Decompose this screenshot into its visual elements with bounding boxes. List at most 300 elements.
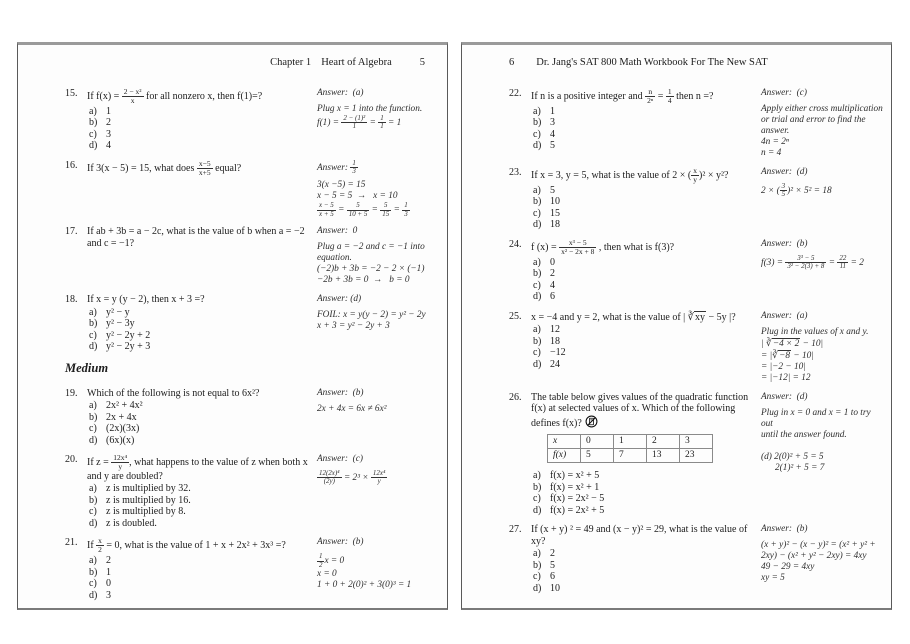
fraction: $\frac{1}{2}$ bbox=[319, 552, 323, 569]
question-main bbox=[509, 239, 757, 303]
option-text: 18 bbox=[550, 219, 560, 231]
option-text: 6 bbox=[550, 291, 555, 302]
question-block-25 bbox=[509, 311, 883, 384]
explanation-line: Plug in x = 0 and x = 1 to try out bbox=[761, 407, 873, 429]
option-a bbox=[65, 106, 313, 118]
table-cell: 2 bbox=[647, 435, 680, 449]
option-c bbox=[65, 129, 313, 141]
option-letter: a) bbox=[89, 483, 97, 495]
option-a bbox=[509, 324, 757, 336]
question-block-27 bbox=[509, 524, 883, 594]
option-a bbox=[509, 470, 757, 482]
question-number: 27. bbox=[509, 524, 522, 535]
answer-column bbox=[761, 524, 883, 594]
option-text: 10 bbox=[550, 582, 560, 594]
option-letter: a) bbox=[533, 470, 541, 481]
option-text: 3 bbox=[550, 117, 555, 129]
fraction: $\frac{1}{3}$ bbox=[352, 158, 356, 176]
option-letter: a) bbox=[533, 548, 541, 559]
option-text: 15 bbox=[550, 207, 560, 219]
question-number: 20. bbox=[65, 454, 78, 465]
question-main bbox=[509, 392, 757, 517]
explanation-line: until the answer found. bbox=[761, 429, 847, 440]
option-letter: c) bbox=[533, 493, 541, 504]
fraction: $\frac{\text{x³ − 5}}{\text{x² − 2x + 8}}$ bbox=[561, 237, 595, 256]
answer-label: Answer: $\frac{1}{3}$ bbox=[317, 158, 356, 176]
option-text: f(x) = 2x² + 5 bbox=[550, 504, 605, 516]
option-c bbox=[65, 423, 313, 435]
explanation-line: x + 3 = y² − 2y + 3 bbox=[317, 321, 390, 331]
option-text: f(x) = x² + 1 bbox=[550, 481, 600, 493]
question-head bbox=[509, 239, 757, 256]
option-text: f(x) = 2x² − 5 bbox=[550, 493, 605, 504]
question-main bbox=[509, 88, 757, 159]
question-block-23 bbox=[509, 167, 883, 231]
option-c bbox=[65, 578, 313, 590]
option-c bbox=[509, 347, 757, 359]
options-list bbox=[509, 185, 757, 231]
question-number: 18. bbox=[65, 294, 78, 305]
option-b bbox=[65, 567, 313, 579]
option-text: 2 bbox=[106, 117, 111, 129]
question-head bbox=[509, 311, 757, 324]
question-number: 17. bbox=[65, 226, 78, 237]
question-text: If x = 3, y = 5, what is the value of 2 × ( $\frac{x}{y}$ )² × y²? bbox=[531, 166, 729, 184]
option-letter: a) bbox=[533, 324, 541, 335]
table-cell: 7 bbox=[614, 449, 647, 463]
header-page-number: 5 bbox=[419, 57, 425, 68]
answer-label: Answer: (b) bbox=[317, 537, 364, 548]
question-number: 23. bbox=[509, 167, 522, 178]
option-text: 0 bbox=[550, 256, 555, 268]
option-text: 2 bbox=[550, 548, 555, 559]
option-letter: a) bbox=[533, 105, 541, 117]
fraction: $\frac{1}{4}$ bbox=[667, 87, 672, 105]
fraction: $\frac{3}{5}$ bbox=[781, 182, 786, 199]
option-text: 3 bbox=[106, 128, 111, 140]
option-a bbox=[509, 106, 757, 118]
option-d bbox=[509, 505, 757, 517]
option-letter: d) bbox=[89, 589, 98, 601]
question-head bbox=[65, 537, 313, 554]
question-number: 22. bbox=[509, 88, 522, 99]
answer-column bbox=[317, 226, 439, 286]
explanation-line: = |∛−8 − 10| bbox=[761, 350, 814, 361]
question-number: 15. bbox=[65, 88, 78, 99]
fraction: $\frac{\text{3³ − 5}}{\text{3² − 2(3) + 8}}$ bbox=[787, 253, 825, 271]
table-cell: f(x) bbox=[548, 449, 581, 463]
option-letter: c) bbox=[89, 329, 97, 341]
page-left-header bbox=[65, 57, 439, 68]
option-letter: b) bbox=[89, 117, 98, 129]
answer-column bbox=[317, 454, 439, 529]
no-calculator-icon bbox=[585, 415, 598, 428]
question-block-21 bbox=[65, 537, 439, 601]
question-block-24 bbox=[509, 239, 883, 303]
table-row bbox=[548, 435, 713, 449]
answer-label: Answer: (b) bbox=[761, 238, 808, 249]
option-letter: b) bbox=[533, 481, 542, 493]
fraction: $\frac{\text{2 − (1)²}}{1}$ bbox=[343, 114, 366, 131]
explanation-line: xy = 5 bbox=[761, 573, 785, 583]
table-cell: 13 bbox=[647, 449, 680, 463]
option-a bbox=[509, 548, 757, 560]
radicand: −4 × 2 bbox=[772, 338, 800, 349]
header-title: Heart of Algebra bbox=[321, 57, 392, 68]
question-block-26 bbox=[509, 392, 883, 517]
options-list bbox=[65, 400, 313, 446]
explanation-line: 2x + 4x = 6x ≠ 6x² bbox=[317, 403, 387, 414]
answer-column bbox=[761, 239, 883, 303]
option-letter: d) bbox=[89, 140, 98, 152]
option-text: 2x² + 4x² bbox=[106, 400, 143, 411]
option-text: 1 bbox=[106, 105, 111, 117]
question-number: 25. bbox=[509, 310, 522, 322]
option-letter: b) bbox=[533, 559, 542, 571]
options-list bbox=[509, 106, 757, 152]
option-letter: a) bbox=[89, 555, 97, 566]
options-list bbox=[65, 555, 313, 601]
fraction: $\frac{\text{12x⁴}}{y}$ bbox=[113, 453, 128, 471]
fraction: $\frac{n}{\text{2ⁿ}}$ bbox=[647, 87, 654, 105]
question-main bbox=[65, 454, 313, 529]
question-text: If ab + 3b = a − 2c, what is the value of b when a = −2 and c = −1? bbox=[87, 226, 305, 249]
option-letter: b) bbox=[533, 268, 542, 279]
answer-column bbox=[761, 167, 883, 231]
question-number: 26. bbox=[509, 391, 522, 403]
explanation-line: −2b + 3b = 0 → b = 0 bbox=[317, 275, 410, 285]
question-main bbox=[65, 160, 313, 218]
option-b bbox=[65, 412, 313, 424]
explanation-line: n = 4 bbox=[761, 148, 782, 158]
fraction: $\frac{1}{3}$ bbox=[404, 201, 408, 218]
option-d bbox=[65, 435, 313, 447]
option-c bbox=[509, 280, 757, 292]
question-block-16 bbox=[65, 160, 439, 218]
options-list bbox=[509, 548, 757, 594]
question-number: 21. bbox=[65, 537, 78, 549]
answer-column bbox=[317, 160, 439, 218]
option-a bbox=[65, 555, 313, 567]
explanation-line: (x + y)² − (x − y)² = (x² + y² + bbox=[761, 540, 876, 550]
question-main bbox=[509, 311, 757, 384]
answer-label: Answer: (d) bbox=[317, 294, 362, 304]
option-c bbox=[509, 493, 757, 505]
answer-label: Answer: (d) bbox=[761, 391, 808, 402]
option-a bbox=[509, 185, 757, 197]
answer-label: Answer: (b) bbox=[761, 524, 808, 534]
section-heading: Medium bbox=[65, 360, 109, 375]
table-cell: 0 bbox=[581, 435, 614, 449]
question-block-17 bbox=[65, 226, 439, 286]
option-letter: c) bbox=[533, 128, 541, 140]
table-cell: 1 bbox=[614, 435, 647, 449]
fraction: $\frac{\text{12(2x)⁴}}{(2y)}$ bbox=[319, 469, 340, 486]
explanation-line: (−2)b + 3b = −2 − 2 × (−1) bbox=[317, 264, 425, 274]
explanation-line: Apply either cross multiplication bbox=[761, 104, 883, 114]
option-c bbox=[509, 208, 757, 220]
explanation-line: | ∛−4 × 2 − 10| bbox=[761, 338, 824, 349]
explanation-line: answer. bbox=[761, 126, 790, 136]
option-text: 0 bbox=[106, 578, 111, 589]
explanation-line: = |−2 − 10| bbox=[761, 361, 806, 372]
option-letter: b) bbox=[89, 318, 98, 329]
option-letter: d) bbox=[533, 140, 542, 152]
explanation-line: x − 5 = 5 → x = 10 bbox=[317, 191, 398, 202]
table-cell: 5 bbox=[581, 449, 614, 463]
explanation-line bbox=[761, 441, 883, 452]
option-d bbox=[509, 219, 757, 231]
option-letter: d) bbox=[533, 291, 542, 302]
question-text: x = −4 and y = 2, what is the value of | ∛xy − 5y |? bbox=[531, 311, 736, 323]
option-text: 2 bbox=[550, 268, 555, 279]
question-head bbox=[509, 524, 757, 547]
option-d bbox=[509, 583, 757, 595]
question-text: If 3(x − 5) = 15, what does $\frac{x-5}{x+5}$ equal? bbox=[87, 158, 242, 177]
option-text: 4 bbox=[106, 140, 111, 152]
fraction: $\frac{\text{12x⁴}}{y}$ bbox=[372, 469, 386, 486]
option-c bbox=[65, 506, 313, 518]
question-text: The table below gives values of the quadratic function f(x) at selected values of x. Which of the following defines f(x)? bbox=[531, 391, 749, 429]
option-text: 1 bbox=[106, 566, 111, 578]
explanation-line: = |−12| = 12 bbox=[761, 372, 811, 383]
question-block-18 bbox=[65, 294, 439, 353]
header-chapter: Chapter 1 bbox=[270, 57, 312, 68]
fraction: $\frac{x - 5}{x + 5}$ bbox=[319, 201, 334, 218]
option-letter: a) bbox=[533, 256, 541, 268]
options-list bbox=[65, 483, 313, 529]
answer-label: Answer: (c) bbox=[317, 454, 363, 464]
option-text: 4 bbox=[550, 279, 555, 291]
answer-column bbox=[317, 388, 439, 447]
option-b bbox=[509, 268, 757, 280]
option-letter: c) bbox=[89, 128, 97, 140]
option-text: y² − 2y + 3 bbox=[106, 341, 151, 352]
option-text: z is multiplied by 8. bbox=[106, 506, 186, 518]
explanation-line: x = 0 bbox=[317, 568, 337, 579]
explanation-line: Plug x = 1 into the function. bbox=[317, 104, 423, 114]
option-c bbox=[65, 330, 313, 342]
fraction: $\frac{x-5}{x+5}$ bbox=[198, 158, 211, 177]
options-list bbox=[65, 106, 313, 152]
option-b bbox=[65, 495, 313, 507]
option-c bbox=[509, 129, 757, 141]
option-letter: b) bbox=[533, 196, 542, 208]
explanation-line: $\frac{\text{12(2x)⁴}}{(2y)}$ = 2³ × $\frac{\text{12x⁴}}{y}$ bbox=[319, 469, 386, 486]
option-text: 18 bbox=[550, 335, 560, 347]
option-b bbox=[65, 318, 313, 330]
option-a bbox=[65, 400, 313, 412]
answer-column bbox=[317, 537, 439, 601]
question-head bbox=[509, 167, 757, 184]
option-a bbox=[65, 483, 313, 495]
option-b bbox=[65, 117, 313, 129]
answer-label: Answer: (c) bbox=[761, 88, 807, 98]
answer-label: Answer: (a) bbox=[761, 310, 808, 321]
option-b bbox=[509, 196, 757, 208]
option-letter: a) bbox=[89, 105, 97, 117]
question-head bbox=[509, 88, 757, 105]
explanation-line: f(3) = $\frac{\text{3³ − 5}}{\text{3² − 2(3) + 8}}$ = $\frac{22}{11}$ = 2 bbox=[761, 253, 864, 271]
question-block-22 bbox=[509, 88, 883, 159]
option-b bbox=[509, 482, 757, 494]
question-main bbox=[65, 388, 313, 447]
option-text: −12 bbox=[550, 347, 566, 358]
answer-column bbox=[317, 294, 439, 353]
options-list bbox=[509, 257, 757, 303]
option-text: 5 bbox=[550, 559, 555, 571]
question-main bbox=[65, 294, 313, 353]
option-letter: c) bbox=[89, 578, 97, 589]
option-text: 4 bbox=[550, 128, 555, 140]
question-number: 19. bbox=[65, 387, 78, 399]
option-letter: d) bbox=[89, 341, 98, 352]
fraction: $\frac{5}{10 + 5}$ bbox=[348, 201, 368, 218]
page-right-header bbox=[509, 57, 883, 68]
option-text: z is multiplied by 32. bbox=[106, 483, 191, 495]
option-text: 5 bbox=[550, 140, 555, 152]
answer-column bbox=[317, 88, 439, 152]
question-main bbox=[509, 524, 757, 594]
option-text: 5 bbox=[550, 184, 555, 196]
question-number: 24. bbox=[509, 238, 522, 250]
explanation-line: Plug in the values of x and y. bbox=[761, 326, 869, 337]
question-main bbox=[65, 88, 313, 152]
explanation-line: 3(x −5) = 15 bbox=[317, 180, 366, 191]
option-d bbox=[65, 518, 313, 530]
question-text: If f(x) = $\frac{\text{2 − x²}}{x}$ for all nonzero x, then f(1)=? bbox=[87, 87, 263, 105]
question-head bbox=[65, 454, 313, 482]
page-left bbox=[17, 42, 448, 610]
option-c bbox=[509, 571, 757, 583]
option-letter: a) bbox=[89, 400, 97, 411]
radicand: xy bbox=[695, 311, 706, 323]
option-letter: c) bbox=[89, 423, 97, 434]
answer-label: Answer: (b) bbox=[317, 387, 364, 398]
options-list bbox=[509, 470, 757, 516]
table-row bbox=[548, 449, 713, 463]
option-letter: b) bbox=[89, 494, 98, 506]
question-head bbox=[65, 294, 313, 306]
question-text: f (x) = $\frac{\text{x³ − 5}}{\text{x² − 2x + 8}}$ , then what is f(3)? bbox=[531, 237, 675, 256]
explanation-line: Plug a = −2 and c = −1 into bbox=[317, 242, 425, 252]
answer-label: Answer: (d) bbox=[761, 167, 808, 177]
table-cell: 3 bbox=[680, 435, 713, 449]
explanation-line: $\frac{1}{2}$ x = 0 bbox=[319, 552, 345, 569]
explanation-line: 2 × ( $\frac{3}{5}$ )² × 5² = 18 bbox=[761, 182, 832, 199]
option-letter: c) bbox=[533, 571, 541, 582]
option-d bbox=[509, 140, 757, 152]
explanation-line: 1 + 0 + 2(0)² + 3(0)³ = 1 bbox=[317, 579, 412, 590]
answer-column bbox=[761, 392, 883, 517]
question-head bbox=[509, 392, 757, 430]
question-block-15 bbox=[65, 88, 439, 152]
explanation-line: 2(1)² + 5 = 7 bbox=[761, 462, 825, 473]
question-text: If z = $\frac{\text{12x⁴}}{y}$ , what happens to the value of z when both x and y are doubled? bbox=[87, 453, 308, 482]
option-d bbox=[509, 291, 757, 303]
option-b bbox=[509, 560, 757, 572]
option-letter: c) bbox=[533, 347, 541, 358]
option-letter: d) bbox=[89, 517, 98, 529]
explanation-line: equation. bbox=[317, 253, 352, 263]
question-head bbox=[65, 160, 313, 177]
question-text: If (x + y) ² = 49 and (x − y)² = 29, what is the value of xy? bbox=[531, 524, 748, 547]
option-letter: b) bbox=[89, 411, 98, 423]
page-left-inner bbox=[18, 45, 447, 601]
option-text: z is multiplied by 16. bbox=[106, 494, 191, 506]
question-main bbox=[509, 167, 757, 231]
option-text: y² − 3y bbox=[106, 318, 135, 329]
option-letter: c) bbox=[89, 506, 97, 518]
option-text: y² − 2y + 2 bbox=[106, 329, 151, 341]
fraction: $\frac{x}{2}$ bbox=[98, 536, 102, 555]
option-d bbox=[65, 140, 313, 152]
option-letter: a) bbox=[533, 184, 541, 196]
explanation-line: $\frac{x - 5}{x + 5}$ = $\frac{5}{10 + 5}$ = $\frac{5}{15}$ = $\frac{1}{3}$ bbox=[319, 201, 408, 218]
answer-label: Answer: 0 bbox=[317, 226, 358, 236]
option-letter: c) bbox=[533, 279, 541, 291]
fraction: $\frac{1}{1}$ bbox=[380, 114, 384, 131]
explanation-line: FOIL: x = y(y − 2) = y² − 2y bbox=[317, 310, 426, 320]
explanation-line: 49 − 29 = 4xy bbox=[761, 562, 815, 572]
page-right bbox=[461, 42, 892, 610]
values-table bbox=[547, 434, 713, 463]
option-text: z is doubled. bbox=[106, 517, 157, 529]
fraction: $\frac{\text{2 − x²}}{x}$ bbox=[123, 87, 142, 105]
option-text: 6 bbox=[550, 571, 555, 582]
option-text: 12 bbox=[550, 324, 560, 335]
option-letter: a) bbox=[89, 306, 97, 318]
option-a bbox=[65, 307, 313, 319]
question-text: If n is a positive integer and $\frac{n}{\text{2ⁿ}}$ = $\frac{1}{4}$ then n =? bbox=[531, 87, 714, 105]
option-b bbox=[509, 117, 757, 129]
option-text: 2 bbox=[106, 555, 111, 566]
header-page-number: 6 bbox=[509, 57, 515, 68]
question-number: 16. bbox=[65, 159, 78, 171]
option-letter: b) bbox=[89, 566, 98, 578]
option-text: 2x + 4x bbox=[106, 411, 137, 423]
explanation-line: 4n = 2ⁿ bbox=[761, 137, 789, 147]
table-cell: x bbox=[548, 435, 581, 449]
question-text: If x = y (y − 2), then x + 3 =? bbox=[87, 294, 205, 305]
question-block-19 bbox=[65, 388, 439, 447]
option-letter: d) bbox=[533, 582, 542, 594]
question-head bbox=[65, 226, 313, 249]
page-right-inner bbox=[462, 45, 891, 594]
option-letter: d) bbox=[533, 504, 542, 516]
option-text: 24 bbox=[550, 358, 560, 370]
option-letter: d) bbox=[533, 219, 542, 231]
table-cell: 23 bbox=[680, 449, 713, 463]
page-right-content bbox=[509, 88, 883, 594]
answer-column bbox=[761, 88, 883, 159]
radicand: −8 bbox=[779, 350, 791, 361]
answer-column bbox=[761, 311, 883, 384]
option-b bbox=[509, 336, 757, 348]
options-list bbox=[65, 307, 313, 353]
option-d bbox=[65, 341, 313, 353]
option-a bbox=[509, 257, 757, 269]
option-text: 1 bbox=[550, 105, 555, 117]
option-text: f(x) = x² + 5 bbox=[550, 470, 600, 481]
option-d bbox=[509, 359, 757, 371]
option-letter: b) bbox=[533, 117, 542, 129]
question-main bbox=[65, 537, 313, 601]
option-text: (2x)(3x) bbox=[106, 423, 140, 434]
explanation-line: (d) 2(0)² + 5 = 5 bbox=[761, 451, 824, 462]
option-letter: d) bbox=[533, 358, 542, 370]
question-main bbox=[65, 226, 313, 286]
